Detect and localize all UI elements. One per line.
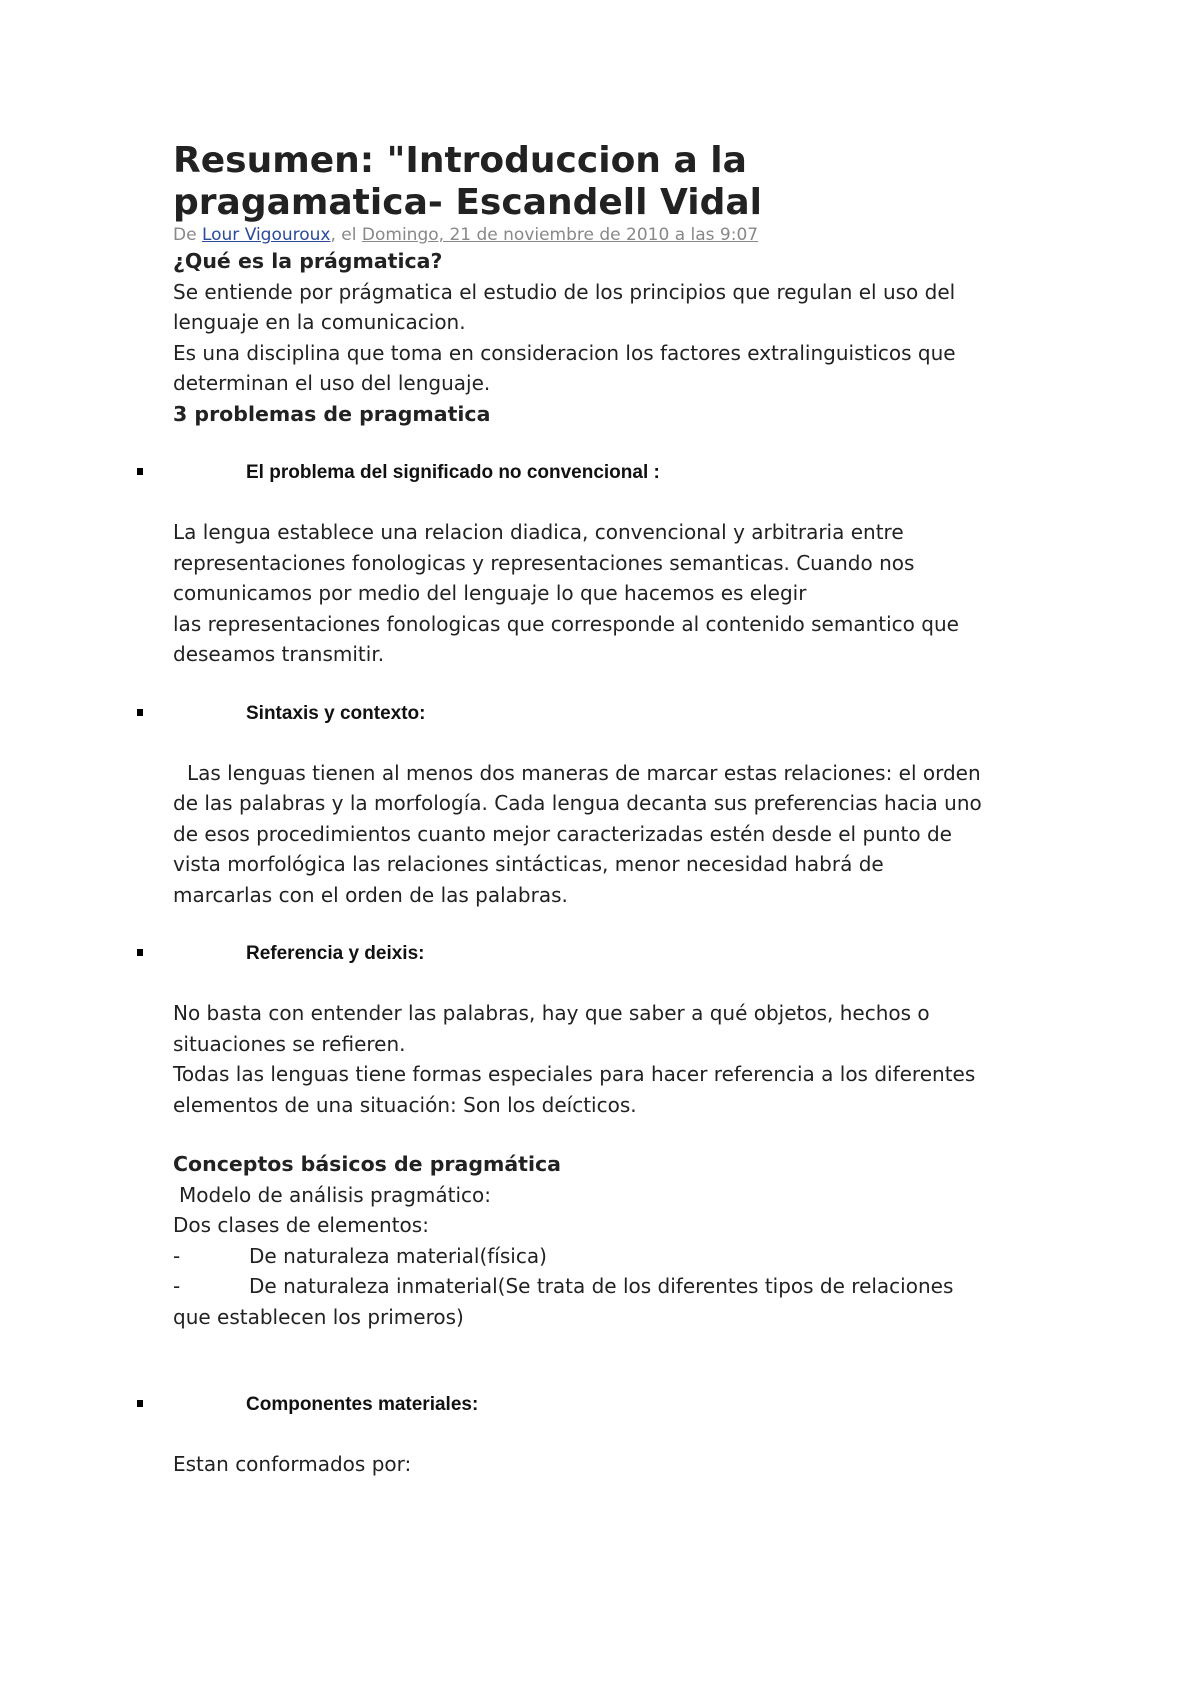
dash-item [173,1271,1053,1302]
paragraph-line: determinan el uso del lenguaje. [173,371,491,395]
paragraph-line: elementos de una situación: Son los deícticos. [173,1092,637,1117]
dash-symbol: - [173,1274,181,1298]
paragraph-line: La lengua establece una relacion diadica, convencional y arbitraria entre [173,520,904,544]
paragraph-line: Dos clases de elementos: [173,1213,429,1237]
bullet-label: Sintaxis y contexto: [246,702,426,724]
paragraph-line: No basta con entender las palabras, hay que saber a qué objetos, hechos o [173,1001,930,1025]
bullet-item [173,458,1053,488]
square-bullet-icon [137,709,143,716]
paragraph-line: Todas las lenguas tiene formas especiales para hacer referencia a los diferentes [173,1062,976,1086]
bullet-item [173,1390,1053,1420]
square-bullet-icon [137,1400,143,1407]
paragraph-line: Se entiende por prágmatica el estudio de los principios que regulan el uso del [173,279,956,304]
author-link[interactable]: Lour Vigouroux [201,225,331,245]
paragraph-line: Es una disciplina que toma en consideracion los factores extralinguisticos que [173,340,956,365]
title-line-1: Resumen: "Introduccion a la [173,140,747,181]
paragraph-line: Las lenguas tienen al menos dos maneras de marcar estas relaciones: el orden [187,760,981,785]
section-heading-conceptos: Conceptos básicos de pragmática [173,1152,561,1176]
section-heading-que-es: ¿Qué es la prágmatica? [173,249,443,273]
paragraph-line: las representaciones fonologicas que corresponde al contenido semantico que [173,611,959,636]
meta-middle: , el [330,225,362,245]
paragraph-line: comunicamos por medio del lenguaje lo que hacemos es elegir [173,581,807,605]
paragraph-line: Modelo de análisis pragmático: [179,1182,492,1207]
bullet-item [173,699,1053,729]
title-line-2: pragamatica- Escandell Vidal [173,182,762,223]
square-bullet-icon [137,949,143,956]
paragraph-line: deseamos transmitir. [173,642,385,666]
paragraph-line: de las palabras y la morfología. Cada lengua decanta sus preferencias hacia uno [173,791,982,815]
paragraph-line: lenguaje en la comunicacion. [173,310,466,334]
document-content [173,140,1053,1480]
paragraph-line: marcarlas con el orden de las palabras. [173,882,568,907]
paragraph-line: que establecen los primeros) [173,1304,464,1329]
dash-symbol: - [173,1243,181,1268]
dash-item-text: De naturaleza material(física) [249,1243,547,1268]
paragraph-line: situaciones se refieren. [173,1031,406,1056]
section-heading-problemas: 3 problemas de pragmatica [173,401,491,426]
post-meta [173,224,1053,246]
dash-item [173,1241,1053,1272]
bullet-label: El problema del significado no convencional : [246,462,660,483]
square-bullet-icon [137,468,143,475]
paragraph-line: de esos procedimientos cuanto mejor caracterizadas estén desde el punto de [173,821,952,846]
bullet-label: Referencia y deixis: [246,943,425,964]
paragraph-line: representaciones fonologicas y representaciones semanticas. Cuando nos [173,550,915,575]
page-title [173,140,1053,224]
dash-item-text: De naturaleza inmaterial(Se trata de los diferentes tipos de relaciones [249,1274,954,1298]
meta-prefix: De [173,225,202,245]
bullet-label: Componentes materiales: [246,1394,479,1415]
paragraph-line: vista morfológica las relaciones sintácticas, menor necesidad habrá de [173,852,884,876]
date-link[interactable]: Domingo, 21 de noviembre de 2010 a las 9:07 [361,225,759,245]
bullet-item [173,939,1053,969]
paragraph-line: Estan conformados por: [173,1452,412,1476]
